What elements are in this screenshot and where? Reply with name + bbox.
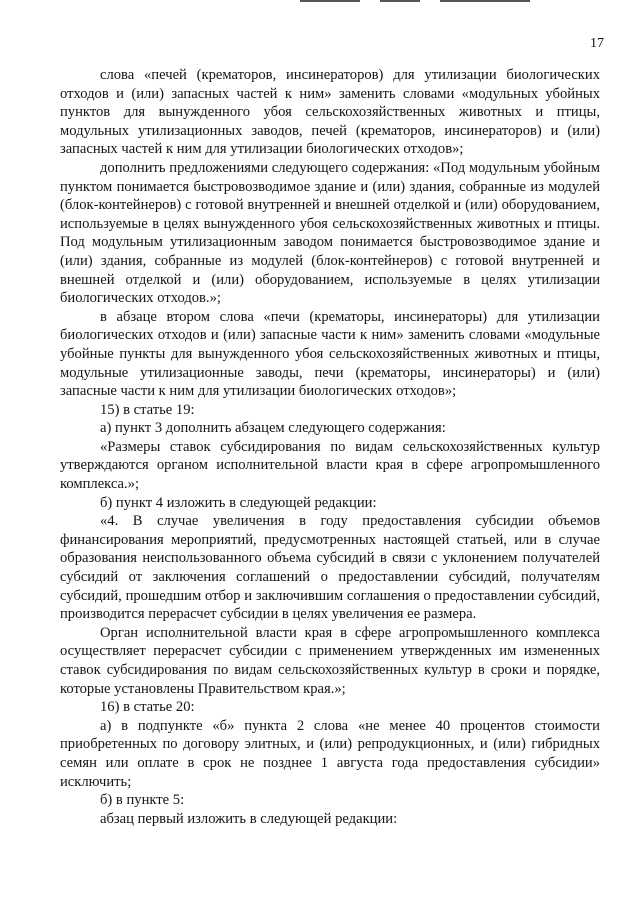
scan-edge-mark bbox=[300, 0, 360, 2]
paragraph: а) пункт 3 дополнить абзацем следующего содержания: bbox=[100, 420, 446, 437]
paragraph: Орган исполнительной власти края в сфере агропромышленного комплекса осуществляет перерасчет субсидии с применением утвержденных им измененных ставок субсидирования по видам сельскохозяйственных культур в сроки и порядке, которые установлены Правительством края.»; bbox=[60, 624, 600, 697]
paragraph: абзац первый изложить в следующей редакции: bbox=[100, 810, 398, 827]
paragraph: б) пункт 4 изложить в следующей редакции: bbox=[100, 494, 377, 511]
page-number: 17 bbox=[590, 36, 604, 51]
paragraph: а) в подпункте «б» пункта 2 слова «не менее 40 процентов стоимости приобретенных по договору элитных, и (или) репродукционных, и (или) гибридных семян или оплате в срок не позднее 1 августа года предоставления субсидии» исключить; bbox=[60, 717, 600, 790]
scan-edge-mark bbox=[380, 0, 420, 2]
scan-edge-mark bbox=[440, 0, 530, 2]
paragraph: б) в пункте 5: bbox=[100, 792, 185, 809]
paragraph: «4. В случае увеличения в году предоставления субсидии объемов финансирования мероприятий, предусмотренных настоящей статьей, или в случае образования неиспользованного объема субсидий в связи с уклонением получателей субсидий от заключения соглашений о предоставлении субсидий, получателям субсидий, прошедшим отбор и заключившим соглашения о предоставлении субсидий, производится перерасчет субсидии в целях увеличения ее размера. bbox=[60, 513, 600, 623]
paragraph: «Размеры ставок субсидирования по видам сельскохозяйственных культур утверждаются органом исполнительной власти края в сфере агропромышленного комплекса.»; bbox=[60, 438, 600, 493]
paragraph: в абзаце втором слова «печи (крематоры, инсинераторы) для утилизации биологических отходов и (или) запасные части к ним» заменить словами «модульные убойные пункты для вынужденного убоя сельскохозяйственных животных и птицы, модульные утилизационные заводы, печи (крематоры, инсинераторы) и (или) запасные части к ним для утилизации биологических отходов»; bbox=[60, 308, 600, 400]
paragraph: 15) в статье 19: bbox=[100, 401, 195, 418]
paragraph: дополнить предложениями следующего содержания: «Под модульным убойным пунктом понимается быстровозводимое здание и (или) здания, собранные из модулей (блок-контейнеров) с готовой внутренней и внешней отделкой и (или) оборудованием, используемые в целях вынужденного убоя сельскохозяйственных животных и птицы. Под модульным утилизационным заводом понимается быстровозводимое здание и (или) здания, собранные из модулей (блок-контейнеров) с готовой внутренней и внешней отделкой и (или) оборудованием, используемые в целях утилизации биологических отходов.»; bbox=[60, 159, 600, 307]
paragraph: слова «печей (крематоров, инсинераторов) для утилизации биологических отходов и (или) запасных частей к ним» заменить словами «модульных убойных пунктов для вынужденного убоя сельскохозяйственных животных и птицы, модульных утилизационных заводов, печей (крематоров, инсинераторов) и (или) запасных частей к ним для утилизации биологических отходов»; bbox=[60, 67, 600, 158]
paragraph: 16) в статье 20: bbox=[100, 699, 195, 716]
document-body bbox=[60, 66, 600, 828]
